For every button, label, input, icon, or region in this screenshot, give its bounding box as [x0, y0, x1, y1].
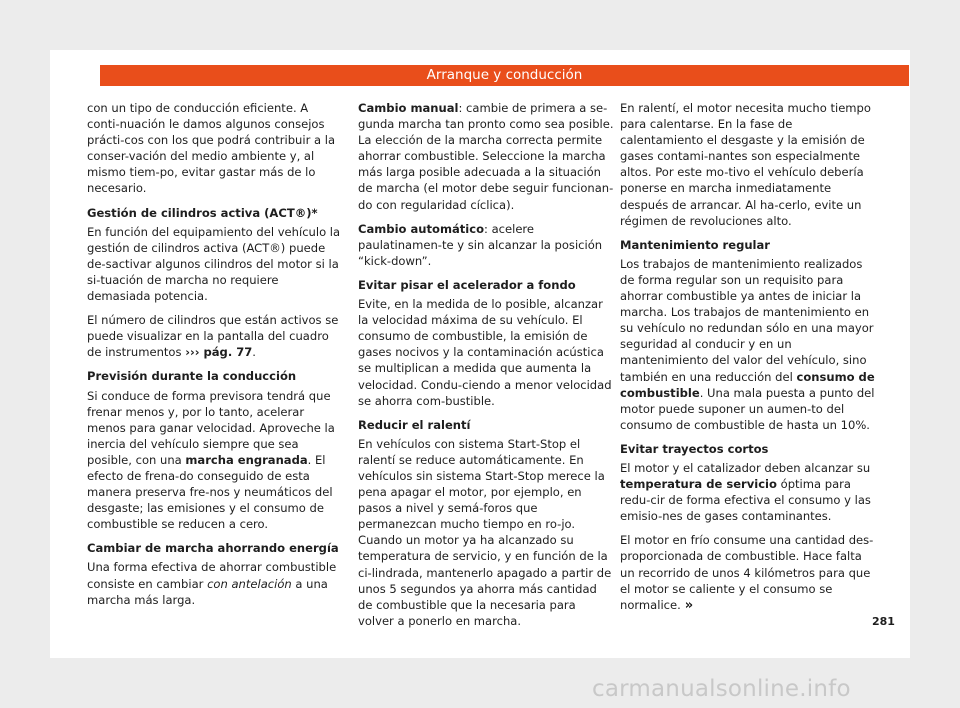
text-column-2	[358, 100, 614, 637]
section-header: Arranque y conducción	[100, 65, 909, 86]
paragraph: En ralentí, el motor necesita mucho tiempo para calentarse. En la fase de calentamiento el desgaste y la emisión de gases contami-nantes son especialmente altos. Por este mo-tivo el vehículo debería ponerse en marcha inmediatamente después de arrancar. Al ha-cerlo, evite un régimen de revoluciones alto.	[620, 101, 871, 228]
heading-anticipation: Previsión durante la conducción	[87, 369, 297, 384]
paragraph: El motor y el catalizador deben alcanzar su temperatura de servicio óptima para redu-cir de forma efectiva el consumo y las emisio-nes de gases contaminantes.	[620, 460, 871, 524]
paragraph: Cambio manual: cambie de primera a se-gunda marcha tan pronto como sea posible. La elección de la marcha correcta permite ahorrar combustible. Seleccione la marcha más larga posible adecuada a la situación de marcha (el motor debe seguir funcionan-do con regularidad cíclica).	[358, 101, 614, 212]
page-number: 281	[872, 615, 895, 628]
watermark: carmanualsonline.info	[592, 676, 851, 702]
paragraph: El número de cilindros que están activos se puede visualizar en la pantalla del cuadro de instrumentos ››› pág. 77.	[87, 313, 339, 360]
paragraph: En vehículos con sistema Start-Stop el ralentí se reduce automáticamente. En vehículos sin sistema Start-Stop merece la pena apagar el motor, por ejemplo, en pasos a nivel y semá-foros que permanezcan mucho tiempo en ro-jo. Cuando un motor ya ha alcanzado su temperatura de servicio, y en función de la ci-lindrada, mantenerlo apagado a partir de unos 5 segundos ya ahorra más cantidad de combustible que la necesaria para volver a ponerlo en marcha.	[358, 436, 612, 628]
paragraph: Los trabajos de mantenimiento realizados de forma regular son un requisito para ahorrar combustible ya antes de iniciar la marcha. Los trabajos de mantenimiento en su vehículo no redundan sólo en una mayor seguridad al conducir y en un mantenimiento del valor del vehículo, sino también en una reducción del consumo de combustible. Una mala puesta a punto del motor puede suponer un aumen-to del consumo de combustible de hasta un 10%.	[620, 256, 875, 432]
heading-reduce-idling: Reducir el ralentí	[358, 417, 471, 432]
heading-regular-maintenance: Mantenimiento regular	[620, 237, 771, 252]
paragraph: con un tipo de conducción eficiente. A conti-nuación le damos algunos consejos prácti-cos con los que podrá contribuir a la conser-vación del medio ambiente y, al mismo tiem-po, evitar gastar más de lo necesario.	[87, 101, 336, 196]
page-reference-link[interactable]: ››› pág. 77	[185, 345, 253, 360]
paragraph: Evite, en la medida de lo posible, alcanzar la velocidad máxima de su vehículo. El consumo de combustible, la emisión de gases nocivos y la contaminación acústica se multiplican a medida que aumenta la velocidad. Condu-ciendo a menor velocidad se ahorra com-bustible.	[358, 297, 612, 408]
heading-gear-change: Cambiar de marcha ahorrando energía	[87, 541, 339, 556]
paragraph: En función del equipamiento del vehículo la gestión de cilindros activa (ACT®) puede de-sactivar algunos cilindros del motor si la si-tuación de marcha no requiere demasiada potencia.	[87, 224, 341, 304]
paragraph: Una forma efectiva de ahorrar combustible consiste en cambiar con antelación a una marcha más larga.	[87, 560, 337, 607]
text-column-1	[87, 100, 343, 616]
paragraph: Cambio automático: acelere paulatinamen-te y sin alcanzar la posición “kick-down”.	[358, 221, 603, 268]
heading-avoid-short-trips: Evitar trayectos cortos	[620, 441, 769, 456]
paragraph: El motor en frío consume una cantidad des-proporcionada de combustible. Hace falta un recorrido de unos 4 kilómetros para que el motor se caliente y el consumo se normalice. »	[620, 533, 874, 613]
heading-active-cylinder-management: Gestión de cilindros activa (ACT®)*	[87, 205, 318, 220]
continue-arrow-icon: »	[684, 597, 694, 613]
heading-avoid-full-throttle: Evitar pisar el acelerador a fondo	[358, 277, 576, 292]
paragraph: Si conduce de forma previsora tendrá que frenar menos y, por lo tanto, acelerar menos para ganar velocidad. Aproveche la inercia del vehículo siempre que sea posible, con una marcha engranada. El efecto de frena-do conseguido de esta manera preserva fre-nos y neumáticos del desgaste; las emisiones y el consumo de combustible se reducen a cero.	[87, 388, 335, 532]
text-column-3	[620, 100, 876, 622]
manual-page	[50, 50, 910, 658]
